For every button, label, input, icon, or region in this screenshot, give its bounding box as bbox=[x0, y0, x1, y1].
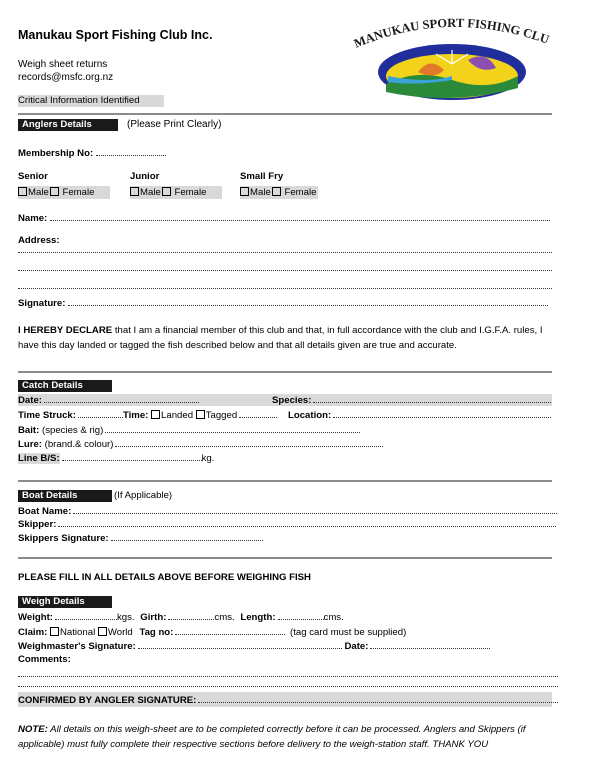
membership-field[interactable]: Membership No: bbox=[18, 147, 166, 159]
date-field[interactable]: Date: bbox=[18, 394, 199, 406]
boat-applicable-note: (If Applicable) bbox=[114, 490, 173, 501]
category-senior: Senior bbox=[18, 171, 48, 182]
boat-name-field[interactable]: Boat Name: bbox=[18, 505, 557, 517]
address-line-3[interactable] bbox=[18, 288, 552, 289]
declaration-line-1: I HEREBY DECLARE that I am a financial member of this club and that, in full accordance with the club and I.G.F.A. rules, I bbox=[18, 325, 543, 336]
logo-text: MANUKAU SPORT FISHING CLU bbox=[351, 15, 552, 51]
address-label: Address: bbox=[18, 235, 60, 246]
male-checkbox[interactable] bbox=[18, 187, 27, 196]
anglers-section-title: Anglers Details bbox=[18, 119, 118, 131]
address-line-2[interactable] bbox=[18, 270, 552, 271]
declaration-line-2: have this day landed or tagged the fish described below and that all details given are true and accurate. bbox=[18, 340, 457, 351]
male-checkbox[interactable] bbox=[130, 187, 139, 196]
male-checkbox[interactable] bbox=[240, 187, 249, 196]
note-line-1: NOTE: All details on this weigh-sheet are to be completed correctly before it can be processed. Anglers and Skippers (if bbox=[18, 724, 526, 735]
weighmaster-row[interactable]: Weighmaster's Signature: Date: bbox=[18, 640, 490, 652]
senior-gender[interactable]: Male Female bbox=[18, 186, 110, 199]
signature-field[interactable]: Signature: bbox=[18, 297, 548, 309]
club-name: Manukau Sport Fishing Club Inc. bbox=[18, 28, 213, 42]
name-field[interactable]: Name: bbox=[18, 212, 550, 224]
line-bs-field[interactable]: Line B/S: kg. bbox=[18, 453, 215, 464]
landed-checkbox[interactable] bbox=[151, 410, 160, 419]
divider bbox=[18, 480, 552, 482]
skipper-signature-field[interactable]: Skippers Signature: bbox=[18, 532, 263, 544]
confirmed-signature-field[interactable]: CONFIRMED BY ANGLER SIGNATURE: bbox=[18, 694, 558, 706]
critical-info-label: Critical Information Identified bbox=[18, 95, 164, 107]
fill-in-notice: PLEASE FILL IN ALL DETAILS ABOVE BEFORE WEIGHING FISH bbox=[18, 572, 311, 583]
female-checkbox[interactable] bbox=[50, 187, 59, 196]
species-field[interactable]: Species: bbox=[272, 394, 551, 406]
location-field[interactable]: Location: bbox=[288, 409, 551, 421]
catch-section-title: Catch Details bbox=[18, 380, 112, 392]
lure-field[interactable]: Lure: (brand.& colour) bbox=[18, 438, 383, 450]
boat-section-title: Boat Details bbox=[18, 490, 112, 502]
small-fry-gender[interactable]: Male Female bbox=[240, 186, 318, 199]
bait-field[interactable]: Bait: (species & rig) bbox=[18, 424, 360, 436]
female-checkbox[interactable] bbox=[162, 187, 171, 196]
divider bbox=[18, 557, 552, 559]
female-checkbox[interactable] bbox=[272, 187, 281, 196]
club-logo bbox=[348, 14, 558, 104]
tagged-checkbox[interactable] bbox=[196, 410, 205, 419]
weight-row[interactable]: Weight: kgs. Girth: cms. Length: cms. bbox=[18, 612, 344, 623]
comments-line-1[interactable] bbox=[18, 676, 558, 677]
returns-label: Weigh sheet returns bbox=[18, 59, 108, 70]
skipper-field[interactable]: Skipper: bbox=[18, 518, 556, 530]
junior-gender[interactable]: Male Female bbox=[130, 186, 222, 199]
records-email[interactable]: records@msfc.org.nz bbox=[18, 72, 114, 83]
comments-line-2[interactable] bbox=[18, 686, 558, 687]
national-checkbox[interactable] bbox=[50, 627, 59, 636]
world-checkbox[interactable] bbox=[98, 627, 107, 636]
divider bbox=[18, 371, 552, 373]
divider bbox=[18, 113, 552, 115]
category-junior: Junior bbox=[130, 171, 160, 182]
print-clearly-note: (Please Print Clearly) bbox=[127, 119, 222, 130]
note-line-2: applicable) must fully complete their respective sections before delivery to the weigh-station staff. THANK YOU bbox=[18, 739, 489, 750]
category-small-fry: Small Fry bbox=[240, 171, 284, 182]
claim-row[interactable]: Claim: National World Tag no: (tag card must be supplied) bbox=[18, 627, 407, 638]
address-line-1[interactable] bbox=[18, 252, 552, 253]
time-struck-field[interactable]: Time Struck: Time: Landed Tagged bbox=[18, 409, 277, 421]
comments-label: Comments: bbox=[18, 654, 71, 665]
weigh-section-title: Weigh Details bbox=[18, 596, 112, 608]
